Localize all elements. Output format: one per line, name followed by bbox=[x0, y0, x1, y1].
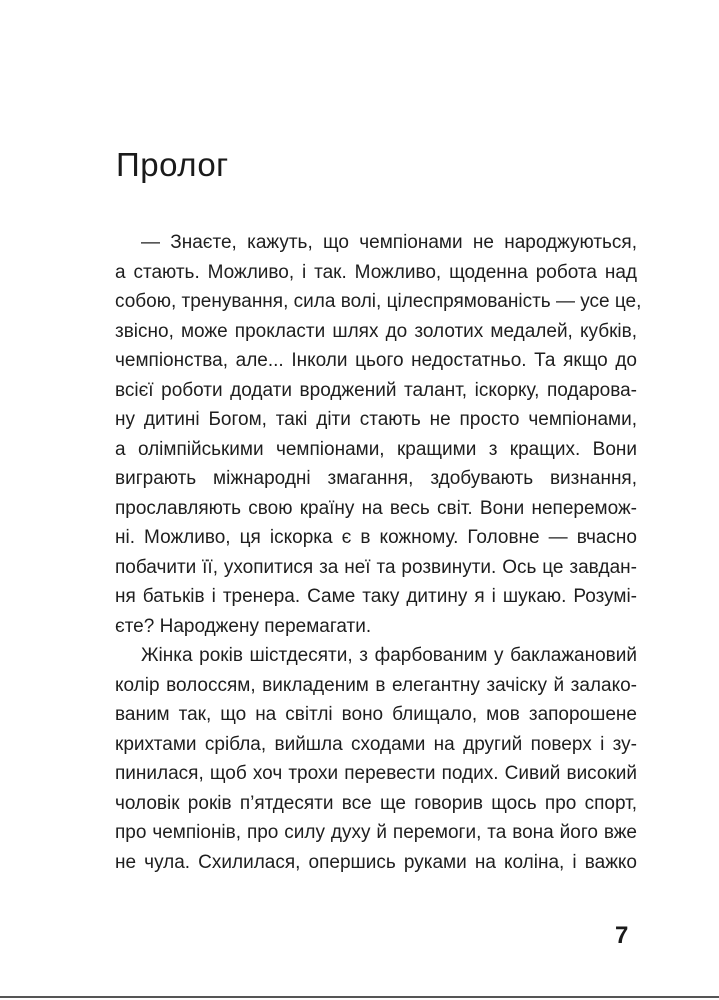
text-line: крихтами срібла, вийшла сходами на другий поверх і зу- bbox=[115, 733, 637, 755]
text-line: прославляють свою країну на весь світ. Вони неперемож- bbox=[115, 497, 637, 519]
page-bottom-edge bbox=[0, 996, 719, 998]
text-line: а стають. Можливо, і так. Можливо, щоденна робота над bbox=[115, 261, 637, 283]
text-line: не чула. Схилилася, опершись руками на коліна, і важко bbox=[115, 851, 637, 873]
text-line: собою, тренування, сила волі, цілеспрямованість — усе це, bbox=[115, 291, 642, 312]
text-line: всієї роботи додати вроджений талант, іскорку, подарова- bbox=[115, 379, 637, 401]
text-line: а олімпійськими чемпіонами, кращими з кращих. Вони bbox=[115, 438, 637, 460]
text-line: Жінка років шістдесяти, з фарбованим у баклажановий bbox=[141, 645, 637, 666]
text-line: чемпіонства, але... Інколи цього недостатньо. Та якщо до bbox=[115, 350, 637, 371]
page-number: 7 bbox=[615, 922, 629, 949]
text-line: ну дитині Богом, такі діти стають не просто чемпіонами, bbox=[115, 409, 637, 430]
text-line: про чемпіонів, про силу духу й перемоги, та вона його вже bbox=[115, 822, 637, 843]
chapter-title: Пролог bbox=[116, 146, 229, 183]
chapter-body bbox=[115, 228, 642, 877]
text-line: виграють міжнародні змагання, здобувають визнання, bbox=[115, 468, 637, 489]
text-line: — Знаєте, кажуть, що чемпіонами не народжуються, bbox=[141, 232, 637, 253]
text-line: побачити її, ухопитися за неї та розвинути. Ось це завдан- bbox=[115, 556, 637, 578]
text-line: ні. Можливо, ця іскорка є в кожному. Головне — вчасно bbox=[115, 527, 637, 548]
paragraph-2 bbox=[115, 641, 637, 877]
text-line: ваним так, що на світлі воно блищало, мов запорошене bbox=[115, 704, 637, 725]
text-line: ня батьків і тренера. Саме таку дитину я і шукаю. Розумі- bbox=[115, 586, 637, 607]
text-line: пинилася, щоб хоч трохи перевести подих. Сивий високий bbox=[115, 763, 637, 784]
text-line: звісно, може прокласти шлях до золотих медалей, кубків, bbox=[115, 320, 637, 342]
text-line: чоловік років п’ятдесяти все ще говорив щось про спорт, bbox=[115, 792, 637, 814]
paragraph-1 bbox=[115, 228, 642, 641]
text-line: єте? Народжену перемагати. bbox=[115, 615, 372, 637]
text-line: колір волоссям, викладеним в елегантну зачіску й залако- bbox=[115, 674, 637, 696]
